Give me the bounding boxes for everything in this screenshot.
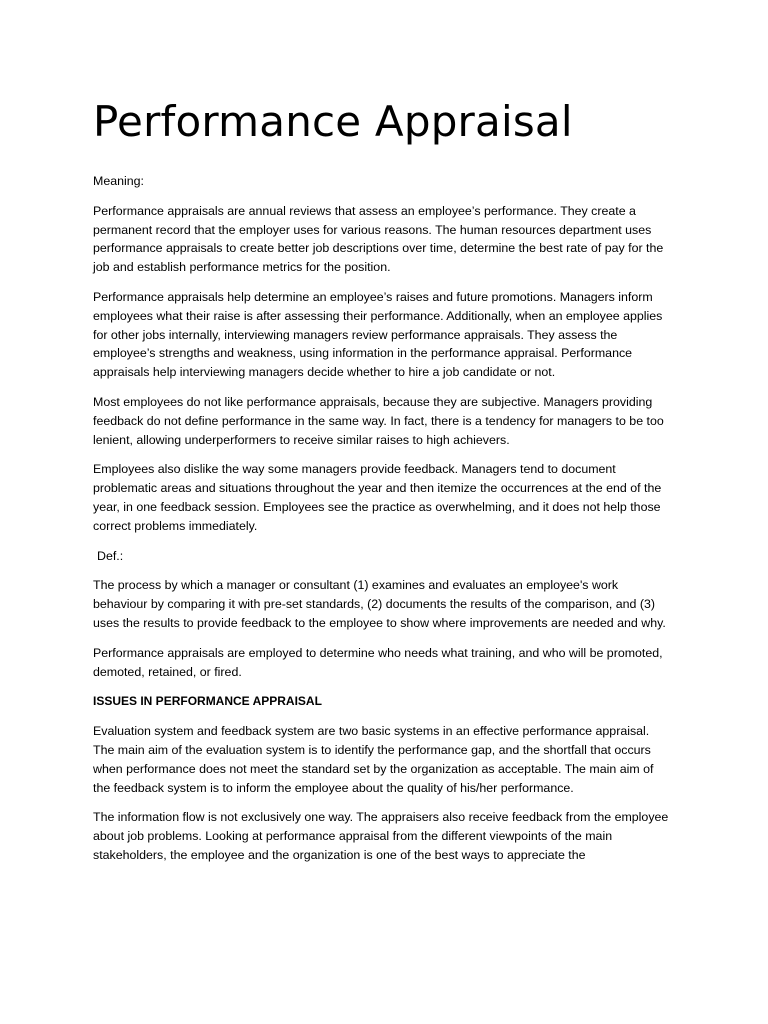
paragraph: The information flow is not exclusively one way. The appraisers also receive feedback from the employee about job problems. Looking at performance appraisal from the different viewpoints of the main stakeholders, the employee and the organization is one of the best ways to appreciate the	[93, 810, 669, 862]
document-title: Performance Appraisal	[93, 97, 573, 146]
paragraph: The process by which a manager or consultant (1) examines and evaluates an employee's work behaviour by comparing it with pre-set standards, (2) documents the results of the comparison, and (3) uses the results to provide feedback to the employee to show where improvements are needed and why.	[93, 578, 666, 630]
paragraph: Performance appraisals are employed to determine who needs what training, and who will be promoted, demoted, retained, or fired.	[93, 645, 663, 679]
paragraph: Employees also dislike the way some managers provide feedback. Managers tend to document problematic areas and situations throughout the year and then itemize the occurrences at the end of the year, in one feedback session. Employees see the practice as overwhelming, and it does not help those correct problems immediately.	[93, 462, 662, 533]
issues-heading: ISSUES IN PERFORMANCE APPRAISAL	[93, 694, 322, 709]
meaning-label: Meaning:	[93, 174, 144, 188]
paragraph: Most employees do not like performance appraisals, because they are subjective. Managers providing feedback do not define performance in the same way. In fact, there is a tendency for managers to be too lenient, allowing underperformers to receive similar raises to high achievers.	[93, 394, 664, 447]
document-body	[93, 96, 673, 876]
def-label: Def.:	[97, 548, 124, 563]
paragraph: Performance appraisals help determine an employee’s raises and future promotions. Managers inform employees what their raise is after assessing their performance. Additionally, when an employee applies for other jobs internally, interviewing managers review performance appraisals. They assess the employee’s strengths and weakness, using information in the performance appraisal. Performance appraisals help interviewing managers decide whether to hire a job candidate or not.	[93, 289, 663, 380]
paragraph: Performance appraisals are annual reviews that assess an employee’s performance. They create a permanent record that the employer uses for various reasons. The human resources department uses performance appraisals to create better job descriptions over time, determine the best rate of pay for the job and establish performance metrics for the position.	[93, 203, 664, 275]
paragraph: Evaluation system and feedback system are two basic systems in an effective performance appraisal. The main aim of the evaluation system is to identify the performance gap, and the shortfall that occurs when performance does not meet the standard set by the organization as acceptable. The main aim of the feedback system is to inform the employee about the quality of his/her performance.	[93, 724, 654, 795]
